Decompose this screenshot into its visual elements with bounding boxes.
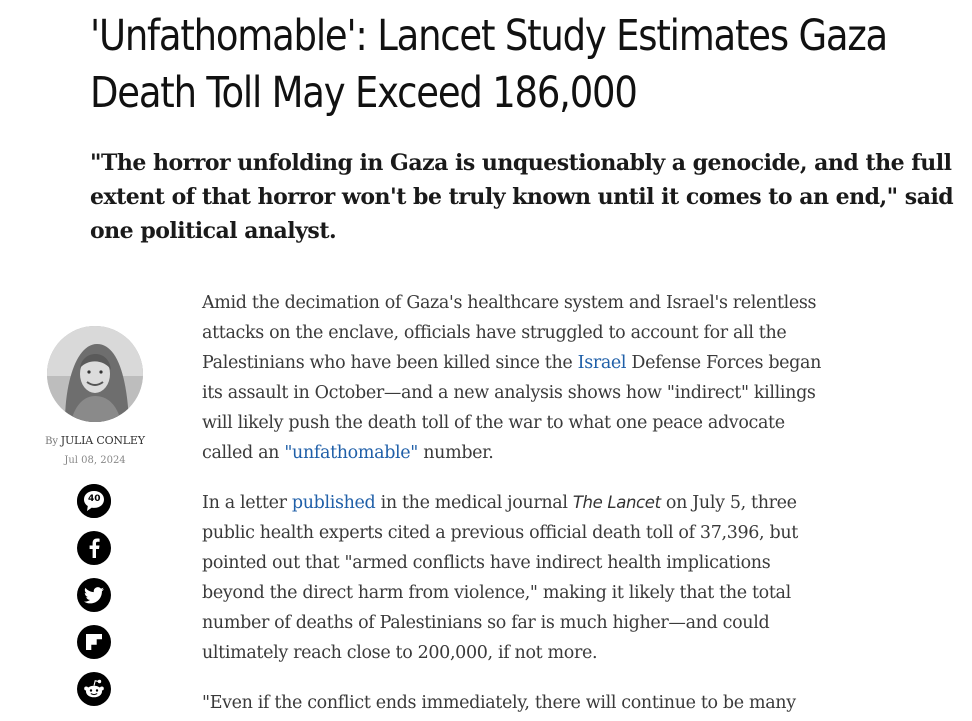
author-photo-icon — [47, 326, 143, 422]
publish-date: Jul 08, 2024 — [64, 455, 126, 466]
text-run: number. — [418, 443, 494, 463]
facebook-icon — [87, 538, 101, 558]
paragraph-line: attacks on the enclave, officials have struggled to account for all the — [202, 323, 787, 343]
headline-line-2: Death Toll May Exceed 186,000 — [90, 68, 637, 118]
paragraph-line — [202, 438, 892, 468]
reddit-icon — [83, 679, 105, 699]
subhead-line-2: extent of that horror won't be truly known until it comes to an end," said — [90, 184, 954, 210]
text-run: in the medical journal — [375, 493, 573, 513]
comments-button[interactable] — [77, 484, 111, 518]
author-info — [30, 326, 160, 466]
text-run: Defense Forces began — [626, 353, 822, 373]
facebook-share-button[interactable] — [77, 531, 111, 565]
paragraph-line: its assault in October—and a new analysis shows how "indirect" killings — [202, 383, 816, 403]
paragraph-line: public health experts cited a previous official death toll of 37,396, but — [202, 523, 798, 543]
paragraph-line — [202, 348, 892, 378]
article-subheadline — [90, 146, 960, 248]
twitter-icon — [84, 587, 104, 604]
headline-line-1: 'Unfathomable': Lancet Study Estimates Gaza — [90, 11, 888, 61]
author-name[interactable]: JULIA CONLEY — [60, 434, 145, 447]
subhead-line-1: "The horror unfolding in Gaza is unquestionably a genocide, and the full — [90, 150, 952, 176]
author-avatar[interactable] — [47, 326, 143, 422]
twitter-share-button[interactable] — [77, 578, 111, 612]
share-buttons — [77, 484, 113, 719]
paragraph-line — [202, 488, 892, 518]
byline-prefix: By — [45, 436, 58, 447]
article-paragraph-3 — [202, 688, 892, 718]
subhead-line-3: one political analyst. — [90, 218, 337, 244]
paragraph-line: "Even if the conflict ends immediately, there will continue to be many — [202, 693, 796, 713]
paragraph-line: number of deaths of Palestinians so far is much higher—and could — [202, 613, 770, 633]
flipboard-icon — [86, 634, 102, 650]
paragraph-line: will likely push the death toll of the war to what one peace advocate — [202, 413, 785, 433]
article-paragraph-1 — [202, 288, 892, 468]
text-run: Palestinians who have been killed since the — [202, 353, 578, 373]
paragraph-line: Amid the decimation of Gaza's healthcare system and Israel's relentless — [202, 293, 817, 313]
article-paragraph-2 — [202, 488, 892, 668]
byline — [30, 434, 160, 447]
comment-count: 40 — [88, 494, 101, 504]
article-body — [202, 288, 892, 721]
flipboard-share-button[interactable] — [77, 625, 111, 659]
paragraph-line: ultimately reach close to 200,000, if not more. — [202, 643, 598, 663]
paragraph-line: beyond the direct harm from violence," making it likely that the total — [202, 583, 791, 603]
journal-name: The Lancet — [572, 493, 661, 512]
published-link[interactable]: published — [291, 493, 376, 513]
reddit-share-button[interactable] — [77, 672, 111, 706]
unfathomable-link[interactable]: "unfathomable" — [284, 443, 419, 463]
israel-link[interactable]: Israel — [577, 353, 627, 373]
text-run: called an — [202, 443, 285, 463]
text-run: on July 5, three — [660, 493, 797, 513]
text-run: In a letter — [202, 493, 292, 513]
article-headline — [90, 8, 888, 122]
paragraph-line: pointed out that "armed conflicts have indirect health implications — [202, 553, 771, 573]
